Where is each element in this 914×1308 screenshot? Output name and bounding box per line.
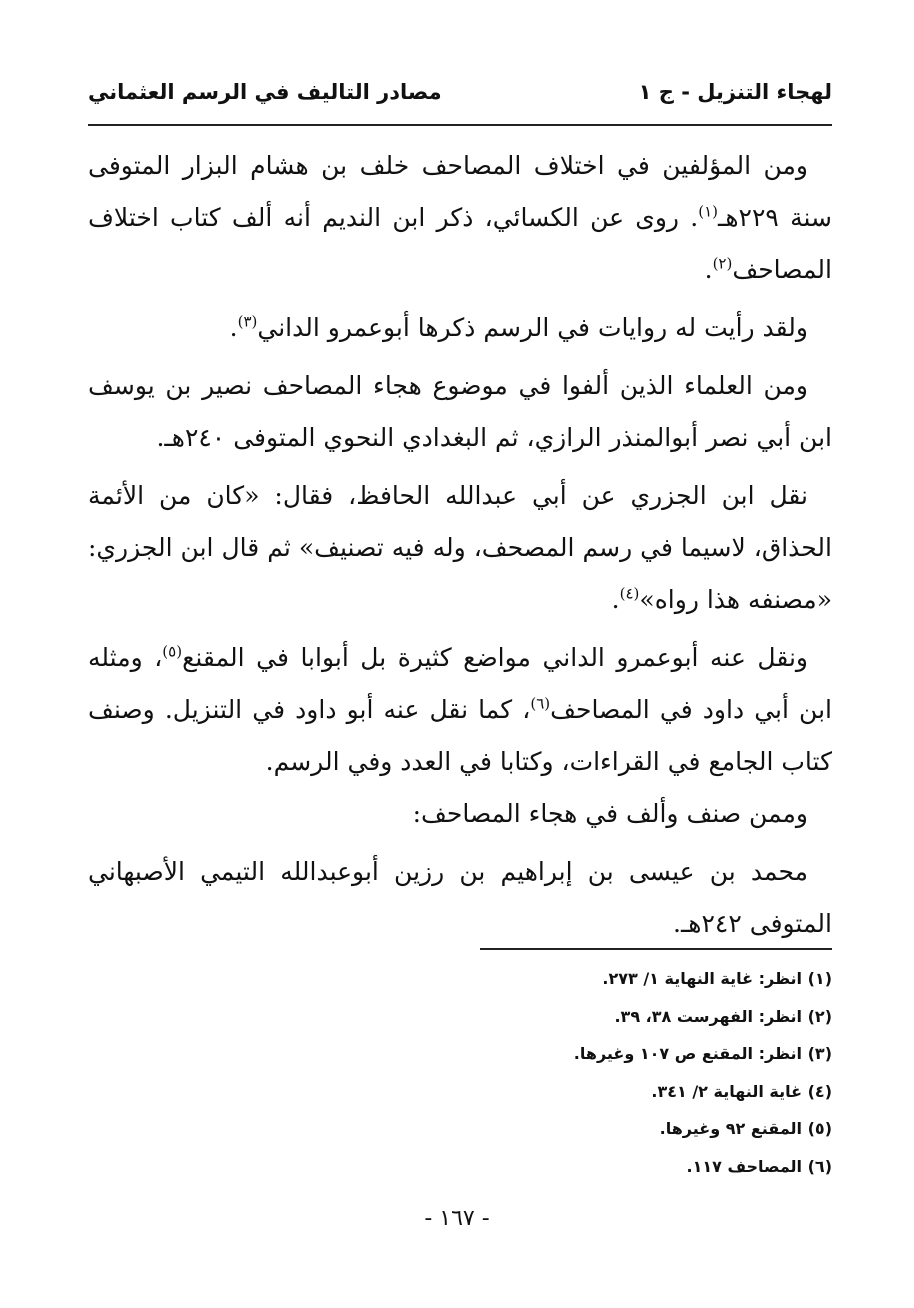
footnote-1: (١) انظر: غاية النهاية ١/ ٢٧٣.: [602, 969, 832, 988]
footnotes: [88, 960, 832, 1185]
footnote-ref-6: (٦): [530, 694, 551, 713]
paragraph-6: وممن صنف وألف في هجاء المصاحف:: [412, 799, 808, 828]
page-number: - ١٦٧ -: [424, 1206, 490, 1231]
header-book-title: لهجاء التنزيل - ج ١: [638, 80, 832, 104]
footnote-ref-5: (٥): [162, 642, 183, 661]
footnote-ref-4: (٤): [619, 584, 640, 603]
footnote-ref-3: (٣): [237, 312, 258, 331]
footnote-6: (٦) المصاحف ١١٧.: [686, 1156, 832, 1176]
header-chapter-title: مصادر التاليف في الرسم العثماني: [88, 80, 442, 104]
footnote-3: (٣) انظر: المقنع ص ١٠٧ وغيرها.: [573, 1044, 832, 1063]
header-rule: [88, 124, 832, 126]
paragraph-4: نقل ابن الجزري عن أبي عبدالله الحافظ، فقال: «كان من الأئمة الحذاق، لاسيما في رسم المصحف، وله فيه تصنيف» ثم قال ابن الجزري: «مصنفه هذا رواه»$^{(٤)}$.: [88, 481, 832, 614]
footnote-rule: [480, 948, 832, 950]
paragraph-3: ومن العلماء الذين ألفوا في موضوع هجاء المصاحف نصير بن يوسف ابن أبي نصر أبوالمنذر الرازي، ثم البغدادي النحوي المتوفى ٢٤٠هـ.: [88, 371, 832, 452]
footnote-2: (٢) انظر: الفهرست ٣٨، ٣٩.: [614, 1006, 832, 1026]
footnote-ref-2: (٢): [712, 254, 733, 273]
paragraph-1: ومن المؤلفين في اختلاف المصاحف خلف بن هشام البزار المتوفى سنة ٢٢٩هـ$^{(١)}$. روى عن الكسائي، ذكر ابن النديم أنه ألف كتاب اختلاف المصاحف$^{(٢)}$.: [88, 151, 832, 284]
running-header: [88, 72, 832, 112]
footnote-4: (٤) غاية النهاية ٢/ ٣٤١.: [651, 1081, 832, 1101]
main-text: [88, 140, 832, 956]
paragraph-7: محمد بن عيسى بن إبراهيم بن رزين أبوعبدالله التيمي الأصبهاني المتوفى ٢٤٢هـ.: [88, 857, 832, 938]
footnote-ref-1: (١): [698, 202, 719, 221]
footnote-5: (٥) المقنع ٩٢ وغيرها.: [659, 1119, 832, 1138]
paragraph-5: ونقل عنه أبوعمرو الداني مواضع كثيرة بل أبوابا في المقنع$^{(٥)}$، ومثله ابن أبي داود في المصاحف$^{(٦)}$، كما نقل عنه أبو داود في التنزيل. وصنف كتاب الجامع في القراءات، وكتابا في العدد وفي الرسم.: [88, 642, 832, 776]
paragraph-2: ولقد رأيت له روايات في الرسم ذكرها أبوعمرو الداني$^{(٣)}$.: [229, 312, 808, 342]
